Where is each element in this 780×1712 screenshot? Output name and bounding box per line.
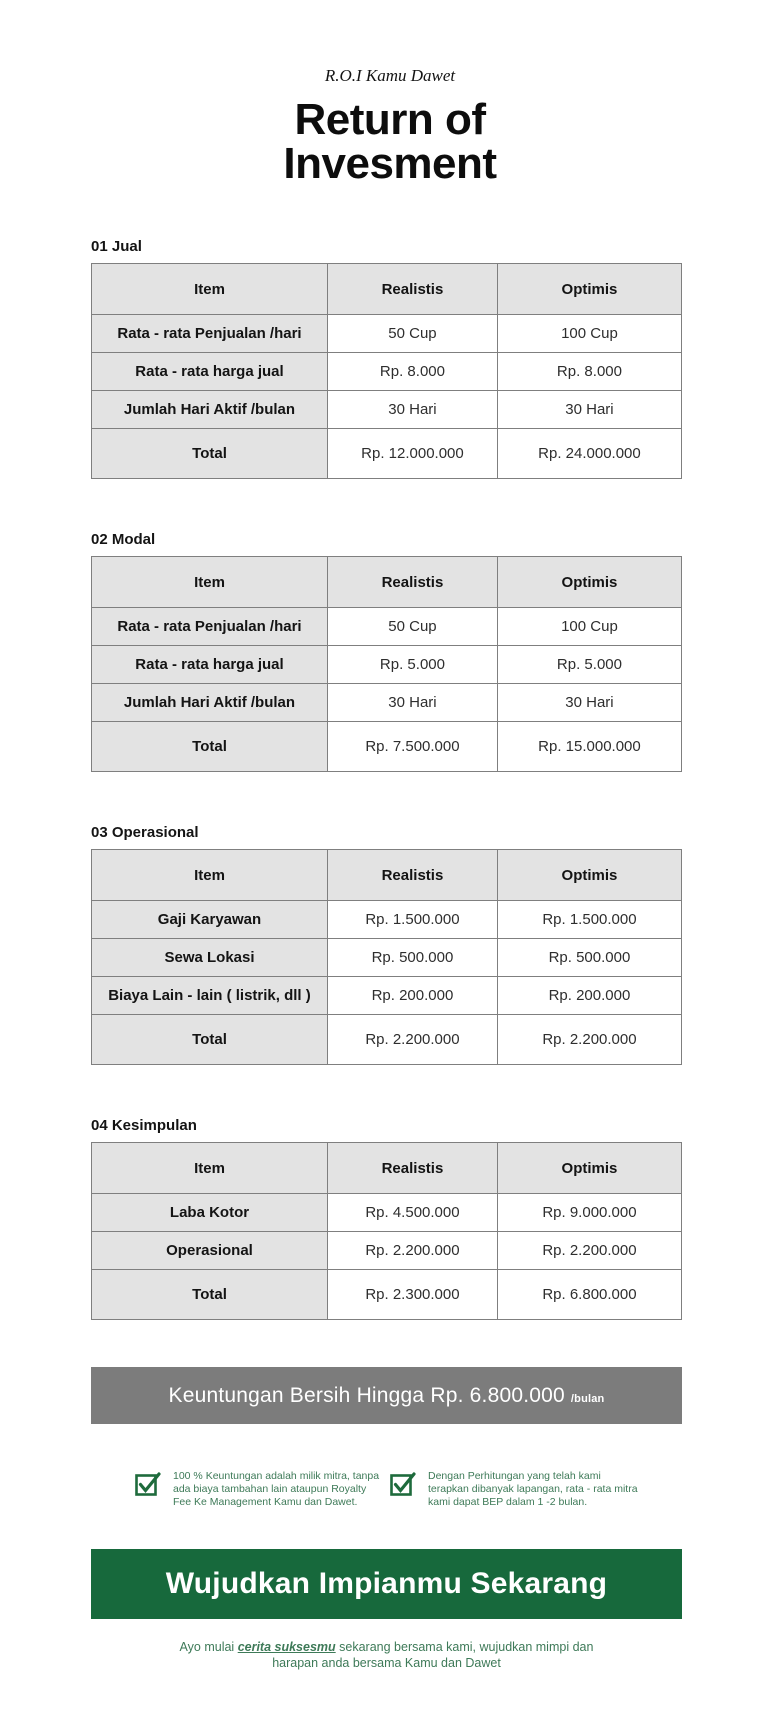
value-cell: 30 Hari: [328, 391, 498, 429]
page-title: [0, 95, 780, 188]
title-line-2: Invesment: [283, 139, 497, 188]
checkbox-check-icon: [390, 1471, 416, 1497]
value-cell: Rp. 2.300.000: [328, 1270, 498, 1320]
roi-table-04-kesimpulan: [91, 1142, 682, 1320]
section-label: 01 Jual: [91, 238, 142, 255]
column-header: Optimis: [497, 264, 681, 315]
item-cell: Rata - rata Penjualan /hari: [92, 315, 328, 353]
value-cell: 100 Cup: [497, 608, 681, 646]
note-item-1: [135, 1470, 387, 1509]
section-label: 04 Kesimpulan: [91, 1117, 197, 1134]
item-cell: Biaya Lain - lain ( listrik, dll ): [92, 977, 328, 1015]
column-header: Realistis: [328, 1143, 498, 1194]
total-row: [92, 1015, 682, 1065]
header-row: [92, 557, 682, 608]
value-cell: Rp. 8.000: [497, 353, 681, 391]
value-cell: Rp. 2.200.000: [497, 1015, 681, 1065]
value-cell: Rp. 12.000.000: [328, 429, 498, 479]
value-cell: Rp. 500.000: [497, 939, 681, 977]
item-cell: Total: [92, 722, 328, 772]
table-row: [92, 1232, 682, 1270]
eyebrow-title: R.O.I Kamu Dawet: [324, 66, 456, 85]
value-cell: Rp. 6.800.000: [497, 1270, 681, 1320]
value-cell: Rp. 24.000.000: [497, 429, 681, 479]
table-row: [92, 608, 682, 646]
note-text: 100 % Keuntungan adalah milik mitra, tanpa ada biaya tambahan lain ataupun Royalty Fee Ke Management Kamu dan Dawet.: [173, 1470, 380, 1508]
title-line-1: Return of: [294, 95, 486, 144]
note-text: Dengan Perhitungan yang telah kami terapkan dibanyak lapangan, rata - rata mitra kami dapat BEP dalam 1 -2 bulan.: [428, 1470, 638, 1508]
value-cell: Rp. 1.500.000: [497, 901, 681, 939]
header-row: [92, 264, 682, 315]
notes-row: [91, 1470, 682, 1509]
value-cell: Rp. 200.000: [328, 977, 498, 1015]
item-cell: Total: [92, 429, 328, 479]
item-cell: Sewa Lokasi: [92, 939, 328, 977]
total-row: [92, 1270, 682, 1320]
sections-container: [91, 238, 682, 1320]
roi-table-02-modal: [91, 556, 682, 772]
value-cell: 100 Cup: [497, 315, 681, 353]
column-header: Realistis: [328, 264, 498, 315]
header-row: [92, 1143, 682, 1194]
section-label: 02 Modal: [91, 531, 156, 548]
item-cell: Rata - rata Penjualan /hari: [92, 608, 328, 646]
per-month-suffix: /bulan: [570, 1393, 605, 1405]
value-cell: Rp. 500.000: [328, 939, 498, 977]
column-header: Item: [92, 1143, 328, 1194]
column-header: Realistis: [328, 850, 498, 901]
item-cell: Operasional: [92, 1232, 328, 1270]
table-row: [92, 977, 682, 1015]
table-row: [92, 901, 682, 939]
content-column: [91, 238, 682, 1671]
checkbox-check-icon: [135, 1471, 161, 1497]
net-profit-banner: [91, 1367, 682, 1424]
footer-text-prefix: Ayo mulai: [179, 1640, 238, 1654]
item-cell: Total: [92, 1270, 328, 1320]
value-cell: Rp. 5.000: [328, 646, 498, 684]
item-cell: Rata - rata harga jual: [92, 646, 328, 684]
value-cell: 50 Cup: [328, 608, 498, 646]
item-cell: Gaji Karyawan: [92, 901, 328, 939]
table-row: [92, 684, 682, 722]
footer-tagline: [172, 1639, 602, 1671]
total-row: [92, 722, 682, 772]
column-header: Optimis: [497, 1143, 681, 1194]
net-profit-text: Keuntungan Bersih Hingga Rp. 6.800.000: [168, 1383, 565, 1407]
column-header: Item: [92, 850, 328, 901]
value-cell: 30 Hari: [497, 684, 681, 722]
note-item-2: [390, 1470, 642, 1509]
column-header: Realistis: [328, 557, 498, 608]
item-cell: Total: [92, 1015, 328, 1065]
section-02-modal: [91, 531, 682, 772]
table-row: [92, 391, 682, 429]
value-cell: Rp. 2.200.000: [497, 1232, 681, 1270]
table-row: [92, 1194, 682, 1232]
item-cell: Jumlah Hari Aktif /bulan: [92, 684, 328, 722]
column-header: Optimis: [497, 850, 681, 901]
table-row: [92, 646, 682, 684]
value-cell: Rp. 9.000.000: [497, 1194, 681, 1232]
cta-text: Wujudkan Impianmu Sekarang: [165, 1567, 608, 1600]
value-cell: Rp. 7.500.000: [328, 722, 498, 772]
cta-banner: [91, 1549, 682, 1619]
roi-table-01-jual: [91, 263, 682, 479]
value-cell: Rp. 200.000: [497, 977, 681, 1015]
section-01-jual: [91, 238, 682, 479]
value-cell: Rp. 5.000: [497, 646, 681, 684]
table-row: [92, 353, 682, 391]
item-cell: Laba Kotor: [92, 1194, 328, 1232]
section-label: 03 Operasional: [91, 824, 199, 841]
value-cell: 50 Cup: [328, 315, 498, 353]
value-cell: 30 Hari: [497, 391, 681, 429]
footer-text-highlight: cerita suksesmu: [237, 1640, 336, 1654]
total-row: [92, 429, 682, 479]
header-row: [92, 850, 682, 901]
section-04-kesimpulan: [91, 1117, 682, 1320]
item-cell: Rata - rata harga jual: [92, 353, 328, 391]
footer-text-suffix: sekarang bersama kami, wujudkan mimpi dan harapan anda bersama Kamu dan Dawet: [272, 1640, 594, 1670]
value-cell: Rp. 4.500.000: [328, 1194, 498, 1232]
column-header: Optimis: [497, 557, 681, 608]
value-cell: Rp. 2.200.000: [328, 1015, 498, 1065]
item-cell: Jumlah Hari Aktif /bulan: [92, 391, 328, 429]
value-cell: Rp. 1.500.000: [328, 901, 498, 939]
table-row: [92, 939, 682, 977]
table-row: [92, 315, 682, 353]
value-cell: 30 Hari: [328, 684, 498, 722]
value-cell: Rp. 8.000: [328, 353, 498, 391]
column-header: Item: [92, 264, 328, 315]
roi-table-03-operasional: [91, 849, 682, 1065]
section-03-operasional: [91, 824, 682, 1065]
value-cell: Rp. 15.000.000: [497, 722, 681, 772]
column-header: Item: [92, 557, 328, 608]
value-cell: Rp. 2.200.000: [328, 1232, 498, 1270]
